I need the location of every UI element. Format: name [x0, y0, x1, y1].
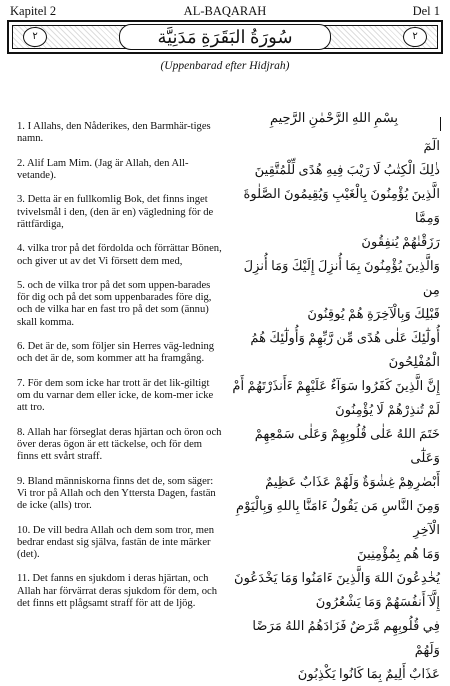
- verse-11: 11. Det fanns en sjukdom i deras hjärtan, och Allah har förvärrat deras sjukdom för dem, och det finns ett plågsamt straff för att de ljög.: [17, 573, 218, 609]
- arabic-line: أَبْصٰرِهِمْ غِشٰوَةٌ وَلَهُمْ عَذَابٌ عَظِيمٌ: [265, 474, 440, 489]
- arabic-column: [228, 110, 440, 686]
- verse-5: 5. och de vilka tror på det som uppen-barades för dig och på det som uppenbarades före dig, och de vilka har en fast tro på det som (ännu) skall komma.: [17, 280, 212, 328]
- arabic-line: وَمَا هُم بِمُؤْمِنِينَ: [357, 546, 440, 561]
- verse-2: 2. Alif Lam Mim. (Jag är Allah, den All-vetande).: [17, 157, 189, 181]
- arabic-line: قَبْلِكَ وَبِالْآخِرَةِ هُمْ يُوقِنُونَ: [307, 306, 440, 321]
- banner-arabic-title: سُورَةُ البَقَرَةِ مَدَنِيَّة: [119, 24, 331, 50]
- arabic-line: الْمُفْلِحُونَ: [388, 354, 440, 369]
- arabic-line: لَمْ تُنذِرْهُمْ لَا يُؤْمِنُونَ: [335, 402, 440, 417]
- arabic-line: خَتَمَ اللهُ عَلٰى قُلُوبِهِمْ وَعَلٰى سَمْعِهِمْ وَعَلٰٓى: [254, 426, 440, 465]
- banner-badge-right: ۲: [403, 27, 427, 47]
- verse-7: 7. För dem som icke har trott är det lik-giltigt om du varnar dem eller icke, de kom-mer icke att tro.: [17, 377, 214, 414]
- page-header: [0, 4, 450, 18]
- chapter-label: Kapitel 2: [10, 4, 57, 18]
- verse-6: 6. Det är de, som följer sin Herres väg-ledning och det är de, som kommer att ha framgång.: [17, 341, 215, 365]
- arabic-line: ذٰلِكَ الْكِتٰبُ لَا رَيْبَ فِيهِ هُدًى لِّلْمُتَّقِينَ: [254, 162, 440, 177]
- verse-4: 4. vilka tror på det fördolda och förrättar Bönen, och giver ut av det Vi försett dem med,: [17, 243, 222, 267]
- verse-1: 1. I Allahs, den Nåderikes, den Barmhär-tiges namn.: [17, 121, 211, 145]
- arabic-bismillah: بِسْمِ اللهِ الرَّحْمٰنِ الرَّحِيمِ: [269, 110, 398, 125]
- surah-name: AL-BAQARAH: [183, 4, 267, 18]
- revelation-note: (Uppenbarad efter Hidjrah): [160, 60, 290, 72]
- arabic-line: إِنَّ الَّذِينَ كَفَرُوا سَوَآءٌ عَلَيْهِمْ ءَأَنذَرْتَهُمْ أَمْ: [232, 378, 440, 393]
- verse-3: 3. Detta är en fullkomlig Bok, det finns inget tvivelsmål i den, (den är en) vägledning för de rättfärdiga,: [17, 194, 214, 230]
- translation-column: [17, 121, 223, 622]
- verse-10: 10. De vill bedra Allah och dem som tror, men bedrar endast sig själva, fastän de inte märker (det).: [17, 524, 214, 560]
- arabic-line: وَمِنَ النَّاسِ مَن يَقُولُ ءَامَنَّا بِاللهِ وَبِالْيَوْمِ الْآخِرِ: [236, 498, 440, 537]
- arabic-line: عَذَابٌ أَلِيمٌ بِمَا كَانُوا يَكْذِبُونَ: [297, 666, 440, 681]
- arabic-line: الٓمٓ: [423, 138, 440, 153]
- verse-8: 8. Allah har förseglat deras hjärtan och öron och över deras ögon är ett täckelse, och för dem finns ett svårt straff.: [17, 426, 222, 463]
- arabic-line: أُولٰٓئِكَ عَلٰى هُدًى مِّن رَّبِّهِمْ وَأُولٰٓئِكَ هُمُ: [250, 330, 440, 345]
- arabic-line: رَزَقْنٰهُمْ يُنفِقُونَ: [361, 234, 440, 249]
- margin-mark: [440, 117, 449, 131]
- arabic-line: يُخٰدِعُونَ اللهَ وَالَّذِينَ ءَامَنُوا وَمَا يَخْدَعُونَ: [233, 570, 440, 585]
- banner-badge-left: ۲: [23, 27, 47, 47]
- arabic-line: الَّذِينَ يُؤْمِنُونَ بِالْغَيْبِ وَيُقِيمُونَ الصَّلٰوةَ وَمِمَّا: [243, 186, 440, 225]
- arabic-line: إِلَّآ أَنفُسَهُمْ وَمَا يَشْعُرُونَ: [315, 594, 440, 609]
- surah-banner: [7, 20, 443, 54]
- arabic-line: وَالَّذِينَ يُؤْمِنُونَ بِمَا أُنزِلَ إِلَيْكَ وَمَا أُنزِلَ مِن: [243, 258, 440, 297]
- arabic-line: فِي قُلُوبِهِم مَّرَضٌ فَزَادَهُمُ اللهُ مَرَضًا وَلَهُمْ: [252, 618, 440, 657]
- part-label: Del 1: [412, 4, 440, 18]
- verse-9: 9. Bland människorna finns det de, som säger: Vi tror på Allah och den Yttersta Dagen, fastän de icke (alls) tror.: [17, 475, 216, 512]
